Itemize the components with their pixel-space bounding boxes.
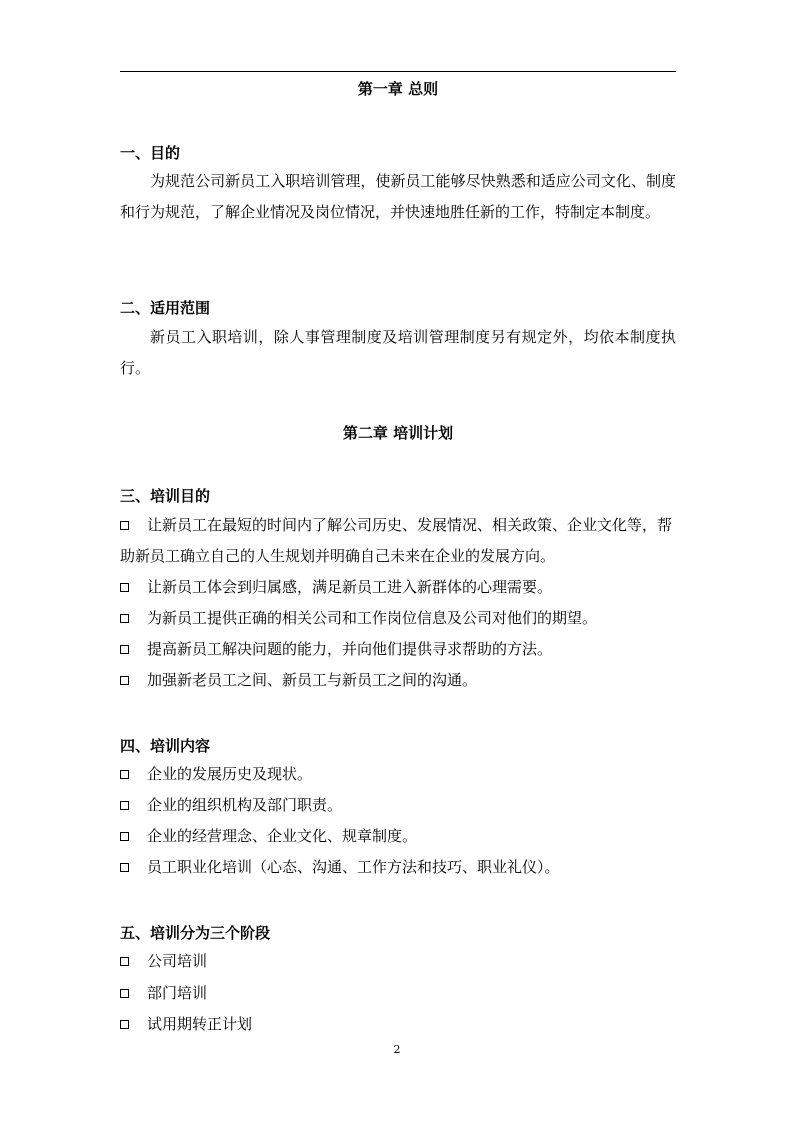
list-item: 企业的发展历史及现状。 [120, 759, 676, 790]
section-3-heading: 三、培训目的 [120, 487, 211, 505]
checkbox-square-icon [120, 645, 129, 654]
checkbox-square-icon [120, 583, 129, 592]
checkbox-square-icon [120, 989, 129, 998]
checkbox-square-icon [120, 832, 129, 841]
section-5-heading: 五、培训分为三个阶段 [120, 924, 271, 942]
header-rule [120, 71, 676, 72]
section-2-paragraph: 新员工入职培训，除人事管理制度及培训管理制度另有规定外，均依本制度执行。 [120, 328, 676, 377]
list-item: 加强新老员工之间、新员工与新员工之间的沟通。 [120, 665, 676, 696]
list-item: 让新员工体会到归属感，满足新员工进入新群体的心理需要。 [120, 572, 676, 603]
checkbox-square-icon [120, 521, 129, 530]
list-item: 员工职业化培训（心态、沟通、工作方法和技巧、职业礼仪）。 [120, 852, 676, 883]
list-item: 部门培训 [120, 978, 676, 1009]
checkbox-square-icon [120, 614, 129, 623]
list-item: 提高新员工解决问题的能力，并向他们提供寻求帮助的方法。 [120, 634, 676, 665]
chapter-2-title: 第二章 培训计划 [342, 424, 454, 442]
list-item: 公司培训 [120, 946, 676, 977]
page-number: 2 [393, 1043, 401, 1056]
list-item: 为新员工提供正确的相关公司和工作岗位信息及公司对他们的期望。 [120, 603, 676, 634]
section-4-heading: 四、培训内容 [120, 737, 211, 755]
list-item: 让新员工在最短的时间内了解公司历史、发展情况、相关政策、企业文化等，帮助新员工确立自己的人生规划并明确自己未来在企业的发展方向。 [120, 516, 673, 565]
section-2-heading: 二、适用范围 [120, 299, 211, 317]
checkbox-square-icon [120, 676, 129, 685]
chapter-1-title: 第一章 总则 [357, 80, 439, 98]
list-item: 企业的组织机构及部门职责。 [120, 790, 676, 821]
checkbox-square-icon [120, 801, 129, 810]
list-item: 试用期转正计划 [120, 1009, 676, 1040]
checkbox-square-icon [120, 957, 129, 966]
checkbox-square-icon [120, 1020, 129, 1029]
checkbox-square-icon [120, 770, 129, 779]
checkbox-square-icon [120, 863, 129, 872]
section-1-paragraph: 为规范公司新员工入职培训管理，使新员工能够尽快熟悉和适应公司文化、制度和行为规范，了解企业情况及岗位情况，并快速地胜任新的工作，特制定本制度。 [120, 172, 676, 221]
section-1-heading: 一、目的 [120, 144, 181, 162]
list-item: 企业的经营理念、企业文化、规章制度。 [120, 821, 676, 852]
